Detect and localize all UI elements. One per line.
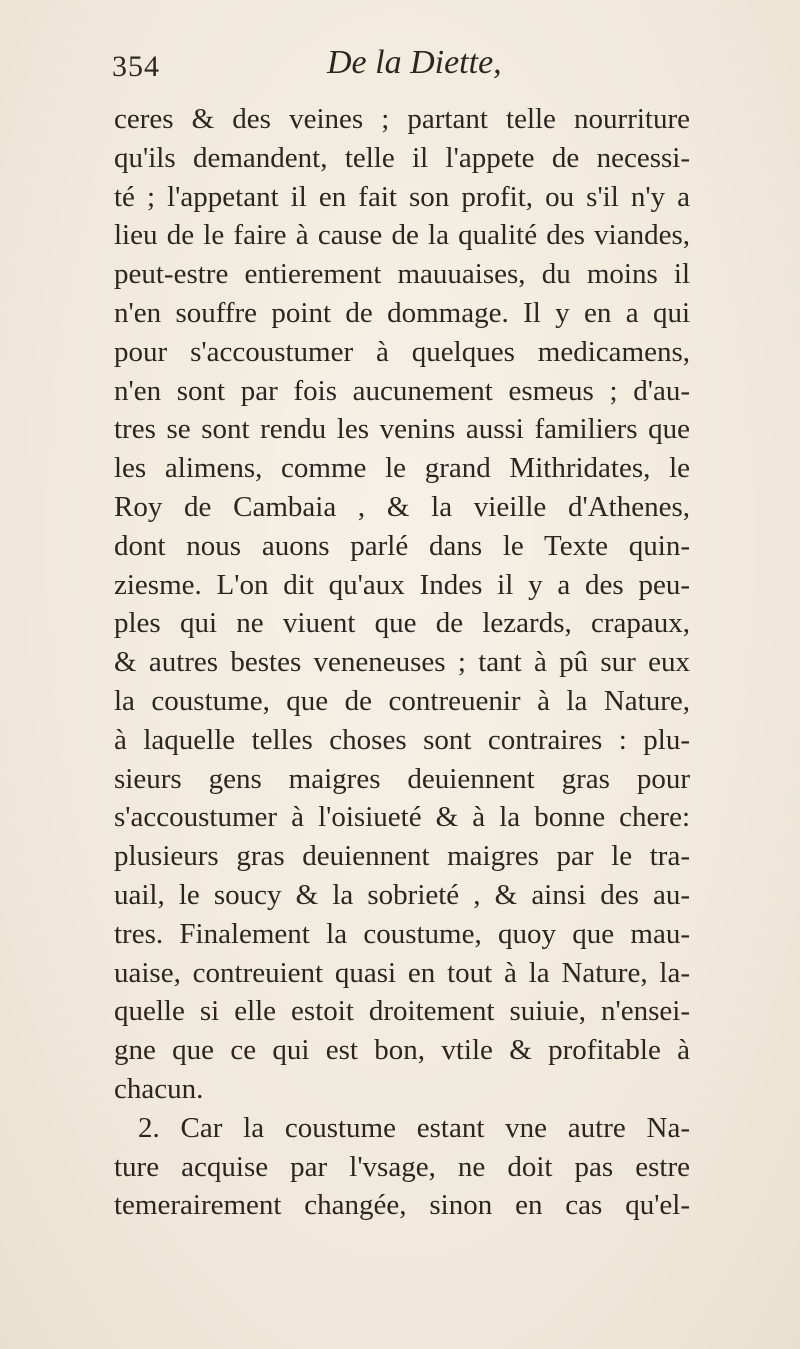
text-line: tres. Finalement la coustume, quoy que mau- [114, 917, 690, 950]
text-line: peut-estre entierement mauuaises, du moins il [114, 258, 690, 291]
text-line: uail, le soucy & la sobrieté , & ainsi des au- [114, 878, 690, 911]
text-line: s'accoustumer à l'oisiueté & à la bonne chere: [114, 801, 690, 834]
text-line: n'en sont par fois aucunement esmeus ; d'au- [114, 374, 690, 407]
page-header [112, 44, 712, 94]
text-line: ziesme. L'on dit qu'aux Indes il y a des peu- [114, 568, 690, 601]
text-line: temerairement changée, sinon en cas qu'el- [114, 1189, 690, 1222]
page-number: 354 [112, 50, 160, 83]
text-line: quelle si elle estoit droitement suiuie, n'ensei- [114, 995, 690, 1028]
text-line: chacun. [114, 1072, 204, 1105]
text-line: pour s'accoustumer à quelques medicamens, [114, 335, 690, 368]
text-line: n'en souffre point de dommage. Il y en a qui [114, 296, 690, 329]
text-line: uaise, contreuient quasi en tout à la Nature, la- [114, 956, 690, 989]
text-line: ceres & des veines ; partant telle nourriture [114, 103, 690, 135]
text-line: qu'ils demandent, telle il l'appete de necessi- [114, 141, 690, 174]
text-line: plusieurs gras deuiennent maigres par le tra- [114, 840, 690, 873]
text-line: Roy de Cambaia , & la vieille d'Athenes, [114, 490, 690, 523]
text-line: ture acquise par l'vsage, ne doit pas estre [114, 1150, 690, 1183]
text-line: sieurs gens maigres deuiennent gras pour [114, 762, 690, 795]
text-line: té ; l'appetant il en fait son profit, ou s'il n'y a [114, 180, 690, 213]
text-line: & autres bestes veneneuses ; tant à pû sur eux [114, 646, 690, 679]
text-line: à laquelle telles choses sont contraires : plu- [114, 723, 690, 756]
text-line: tres se sont rendu les venins aussi familiers que [114, 413, 690, 446]
text-line: la coustume, que de contreuenir à la Nature, [114, 684, 690, 717]
running-head: De la Diette, [327, 44, 502, 81]
text-line: gne que ce qui est bon, vtile & profitable à [114, 1034, 690, 1067]
text-line: les alimens, comme le grand Mithridates, le [114, 452, 690, 485]
text-line: 2. Car la coustume estant vne autre Na- [138, 1111, 690, 1144]
body-text [114, 100, 690, 1225]
text-line: dont nous auons parlé dans le Texte quin- [114, 529, 690, 562]
text-line: ples qui ne viuent que de lezards, crapaux, [114, 607, 690, 640]
text-line: lieu de le faire à cause de la qualité des viandes, [114, 219, 690, 252]
